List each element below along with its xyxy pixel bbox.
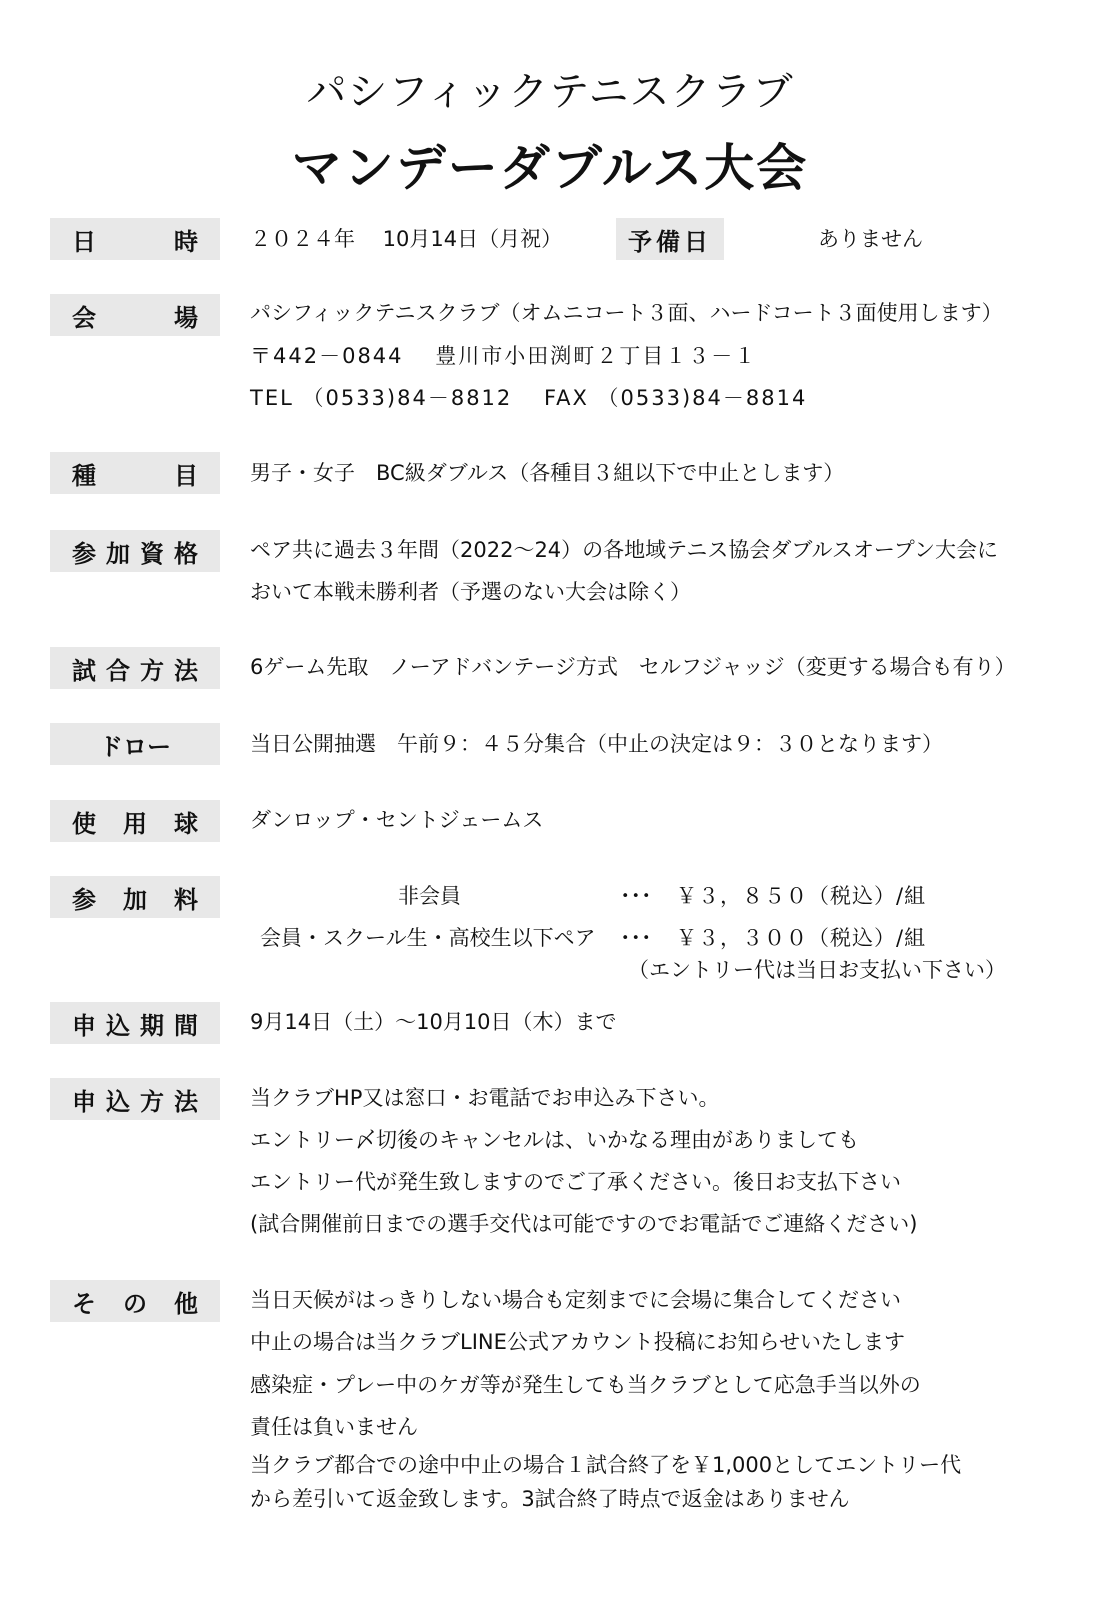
label-apply-method	[50, 1078, 220, 1120]
event-date: ２０２４年 10月14日（月祝）	[250, 227, 563, 251]
reserve-day-value: ありません	[818, 227, 923, 251]
label-char: 種	[72, 461, 96, 490]
label-char: 加	[106, 539, 130, 568]
label-char: 試	[72, 656, 96, 685]
apply-line-3: エントリー代が発生致しますのでご了承ください。後日お支払下さい	[250, 1170, 901, 1194]
label-reserve-day: 予備日	[616, 218, 724, 260]
label-fee	[50, 876, 220, 918]
label-datetime	[50, 218, 220, 260]
label-char: 格	[174, 539, 198, 568]
fee-who-member: 会員・スクール生・高校生以下ペア	[260, 926, 596, 950]
venue-name: パシフィックテニスクラブ（オムニコート３面、ハードコート３面使用します）	[250, 301, 1003, 325]
label-char: 方	[140, 656, 164, 685]
other-line-5: 当クラブ都合での途中中止の場合１試合終了を￥1,000としてエントリー代	[250, 1453, 962, 1477]
apply-line-2: エントリー〆切後のキャンセルは、いかなる理由がありましても	[250, 1128, 859, 1152]
fee-who-nonmember: 非会員	[398, 884, 461, 908]
label-char: 参	[72, 885, 96, 914]
other-line-3: 感染症・プレー中のケガ等が発生しても当クラブとして応急手当以外の	[250, 1373, 921, 1397]
match-format-text: 6ゲーム先取 ノーアドバンテージ方式 セルフジャッジ（変更する場合も有り）	[250, 655, 1016, 679]
venue-address: 〒442－0844 豊川市小田渕町２丁目１３－１	[250, 344, 758, 368]
label-char: 込	[106, 1011, 130, 1040]
fee-note: （エントリー代は当日お支払い下さい）	[628, 958, 1006, 982]
other-line-4: 責任は負いません	[250, 1415, 418, 1439]
label-char: 方	[140, 1087, 164, 1116]
label-match-format	[50, 647, 220, 689]
label-char: そ	[72, 1289, 96, 1318]
label-other	[50, 1280, 220, 1322]
club-name-heading: パシフィックテニスクラブ	[306, 69, 794, 115]
venue-phone-fax: TEL （0533)84－8812 FAX （0533)84－8814	[250, 386, 808, 410]
ball-text: ダンロップ・セントジェームス	[250, 808, 544, 832]
period-text: 9月14日（土）～10月10日（木）まで	[250, 1010, 617, 1034]
label-char: 料	[174, 885, 198, 914]
apply-line-4: (試合開催前日までの選手交代は可能ですのでお電話でご連絡ください)	[250, 1212, 918, 1236]
label-char: 参	[72, 539, 96, 568]
label-period	[50, 1002, 220, 1044]
label-char: 込	[106, 1087, 130, 1116]
label-char: 日	[72, 227, 96, 256]
label-char: 会	[72, 303, 96, 332]
label-char: 用	[123, 809, 147, 838]
label-eligibility	[50, 530, 220, 572]
label-char: 時	[174, 227, 198, 256]
label-draw	[50, 723, 220, 765]
label-char: 合	[106, 656, 130, 685]
label-venue	[50, 294, 220, 336]
label-char: 球	[174, 809, 198, 838]
draw-text: 当日公開抽選 午前９：４５分集合（中止の決定は９：３０となります）	[250, 732, 943, 756]
category-text: 男子・女子 BC級ダブルス（各種目３組以下で中止とします）	[250, 461, 845, 485]
fee-price-nonmember: ￥３，８５０（税込）/組	[676, 884, 927, 908]
label-char: 目	[174, 461, 198, 490]
apply-line-1: 当クラブHP又は窓口・お電話でお申込み下さい。	[250, 1086, 720, 1110]
label-char: 申	[72, 1011, 96, 1040]
label-char: 使	[72, 809, 96, 838]
label-char: の	[123, 1289, 147, 1318]
label-ball	[50, 800, 220, 842]
label-char: 間	[174, 1011, 198, 1040]
label-char: 期	[140, 1011, 164, 1040]
other-line-6: から差引いて返金致します。3試合終了時点で返金はありません	[250, 1487, 850, 1511]
fee-dots: ･･･	[620, 926, 652, 950]
label-char: 法	[174, 1087, 198, 1116]
label-char: 加	[123, 885, 147, 914]
eligibility-line-2: おいて本戦未勝利者（予選のない大会は除く）	[250, 580, 691, 604]
label-char: 他	[174, 1289, 198, 1318]
label-char: 資	[140, 539, 164, 568]
label-char: 法	[174, 656, 198, 685]
other-line-2: 中止の場合は当クラブLINE公式アカウント投稿にお知らせいたします	[250, 1330, 906, 1354]
label-char: 申	[72, 1087, 96, 1116]
fee-price-member: ￥３，３００（税込）/組	[676, 926, 927, 950]
event-title: マンデーダブルス大会	[291, 139, 809, 197]
other-line-1: 当日天候がはっきりしない場合も定刻までに会場に集合してください	[250, 1288, 901, 1312]
label-char: 場	[174, 303, 198, 332]
label-category	[50, 452, 220, 494]
fee-dots: ･･･	[620, 884, 652, 908]
label-text: ドロー	[99, 732, 171, 761]
eligibility-line-1: ペア共に過去３年間（2022～24）の各地域テニス協会ダブルスオープン大会に	[250, 538, 998, 562]
